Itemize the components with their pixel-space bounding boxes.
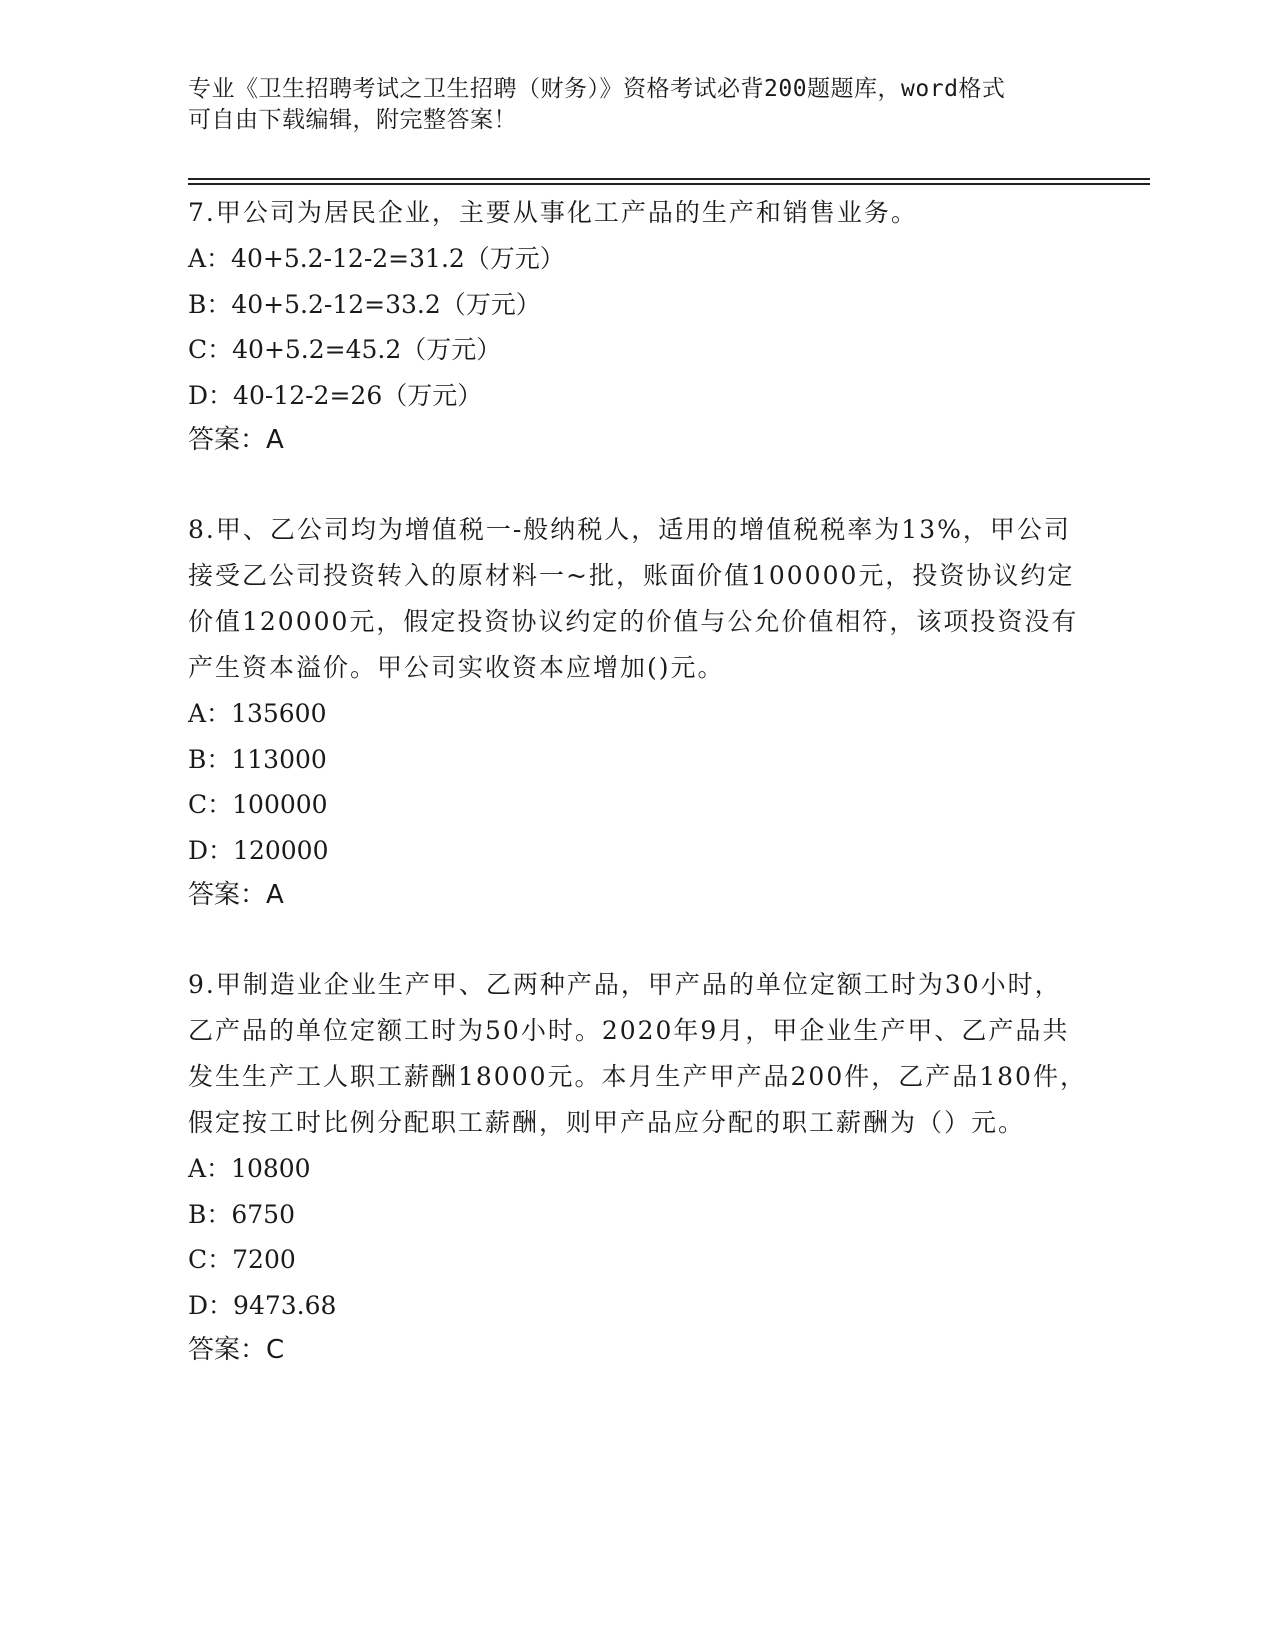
question-stem: 8.甲、乙公司均为增值税一-般纳税人，适用的增值税税率为13%，甲公司接受乙公司投资转入的原材料一~批，账面价值100000元，投资协议约定价值120000元，假定投资协议约定的价值与公允价值相符，该项投资没有产生资本溢价。甲公司实收资本应增加()元。 (188, 515, 1079, 682)
answer: 答案：A (188, 880, 284, 910)
option-b: B：40+5.2-12=33.2（万元） (188, 289, 541, 319)
document-header (188, 74, 1068, 136)
option-b: B：6750 (188, 1199, 295, 1229)
question-spacer (188, 463, 1088, 507)
header-line-2: 可自由下载编辑，附完整答案！ (188, 107, 517, 133)
question-8 (188, 507, 1088, 918)
option-c: C：7200 (188, 1245, 296, 1274)
option-d: D：120000 (188, 835, 329, 865)
option-c: C：40+5.2=45.2（万元） (188, 335, 502, 364)
answer: 答案：A (188, 425, 284, 455)
header-divider-top (188, 178, 1150, 180)
option-b: B：113000 (188, 744, 327, 774)
option-a: A：40+5.2-12-2=31.2（万元） (188, 244, 565, 273)
answer: 答案：C (188, 1335, 285, 1365)
question-spacer (188, 918, 1088, 962)
option-d: D：40-12-2=26（万元） (188, 380, 483, 410)
option-a: A：135600 (188, 699, 327, 728)
question-list (188, 190, 1088, 1373)
question-9 (188, 962, 1088, 1373)
option-d: D：9473.68 (188, 1290, 337, 1320)
option-c: C：100000 (188, 790, 328, 819)
question-stem: 9.甲制造业企业生产甲、乙两种产品，甲产品的单位定额工时为30小时，乙产品的单位定额工时为50小时。2020年9月，甲企业生产甲、乙产品共发生生产工人职工薪酬18000元。本月生产甲产品200件，乙产品180件，假定按工时比例分配职工薪酬，则甲产品应分配的职工薪酬为（）元。 (188, 970, 1087, 1137)
question-stem: 7.甲公司为居民企业，主要从事化工产品的生产和销售业务。 (188, 198, 918, 227)
header-divider-bottom (188, 183, 1150, 185)
option-a: A：10800 (188, 1154, 311, 1183)
header-line-1: 专业《卫生招聘考试之卫生招聘（财务）》资格考试必背200题题库，word格式 (188, 76, 1006, 102)
question-7 (188, 190, 1088, 463)
